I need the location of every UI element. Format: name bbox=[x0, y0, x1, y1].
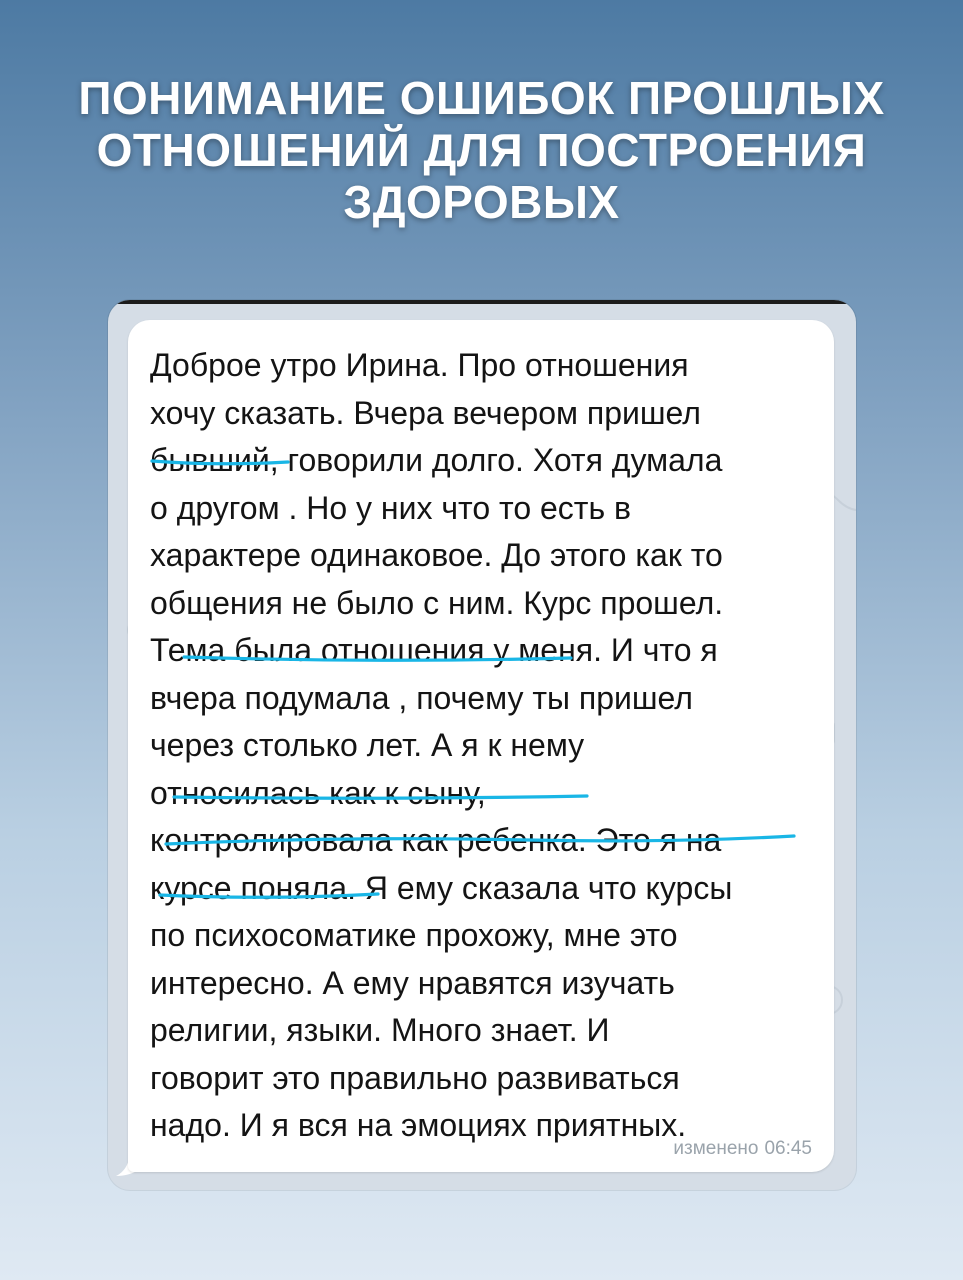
page-title bbox=[40, 72, 923, 228]
message-time: 06:45 bbox=[764, 1138, 812, 1159]
message-line: о другом . Но у них что то есть в bbox=[150, 489, 632, 526]
message-line: Тема была отношения у меня. И что я bbox=[150, 632, 718, 668]
message-line: характере одинаковое. До этого как то bbox=[150, 537, 723, 573]
message-line: курсе поняла. Я ему сказала что курсы bbox=[150, 869, 733, 906]
chat-screenshot bbox=[108, 300, 856, 1190]
title-line-1: ПОНИМАНИЕ ОШИБОК ПРОШЛЫХ bbox=[78, 72, 885, 124]
message-line: надо. И я вся на эмоциях приятных. bbox=[150, 1107, 687, 1143]
message-meta bbox=[673, 1138, 812, 1160]
message-line: интересно. А ему нравятся изучать bbox=[150, 964, 675, 1001]
message-line: бывший, говорили долго. Хотя думала bbox=[150, 442, 723, 478]
message-line: общения не было с ним. Курс прошел. bbox=[150, 584, 724, 621]
message-text bbox=[150, 342, 820, 1150]
message-line: религии, языки. Много знает. И bbox=[150, 1012, 610, 1048]
title-line-3: ЗДОРОВЫХ bbox=[343, 176, 620, 228]
message-line: по психосоматике прохожу, мне это bbox=[150, 917, 678, 953]
message-line: контролировала как ребенка. Это я на bbox=[150, 822, 722, 858]
message-line: говорит это правильно развиваться bbox=[150, 1059, 680, 1096]
message-line: вчера подумала , почему ты пришел bbox=[150, 679, 693, 716]
message-line: через столько лет. А я к нему bbox=[150, 727, 585, 763]
edited-label: изменено bbox=[673, 1138, 759, 1159]
title-line-2: ОТНОШЕНИЙ ДЛЯ ПОСТРОЕНИЯ bbox=[96, 124, 867, 176]
message-bubble[interactable] bbox=[128, 320, 834, 1172]
message-line: хочу сказать. Вчера вечером пришел bbox=[150, 394, 701, 431]
message-line: относилась как к сыну, bbox=[150, 774, 486, 811]
message-line: Доброе утро Ирина. Про отношения bbox=[150, 347, 689, 383]
